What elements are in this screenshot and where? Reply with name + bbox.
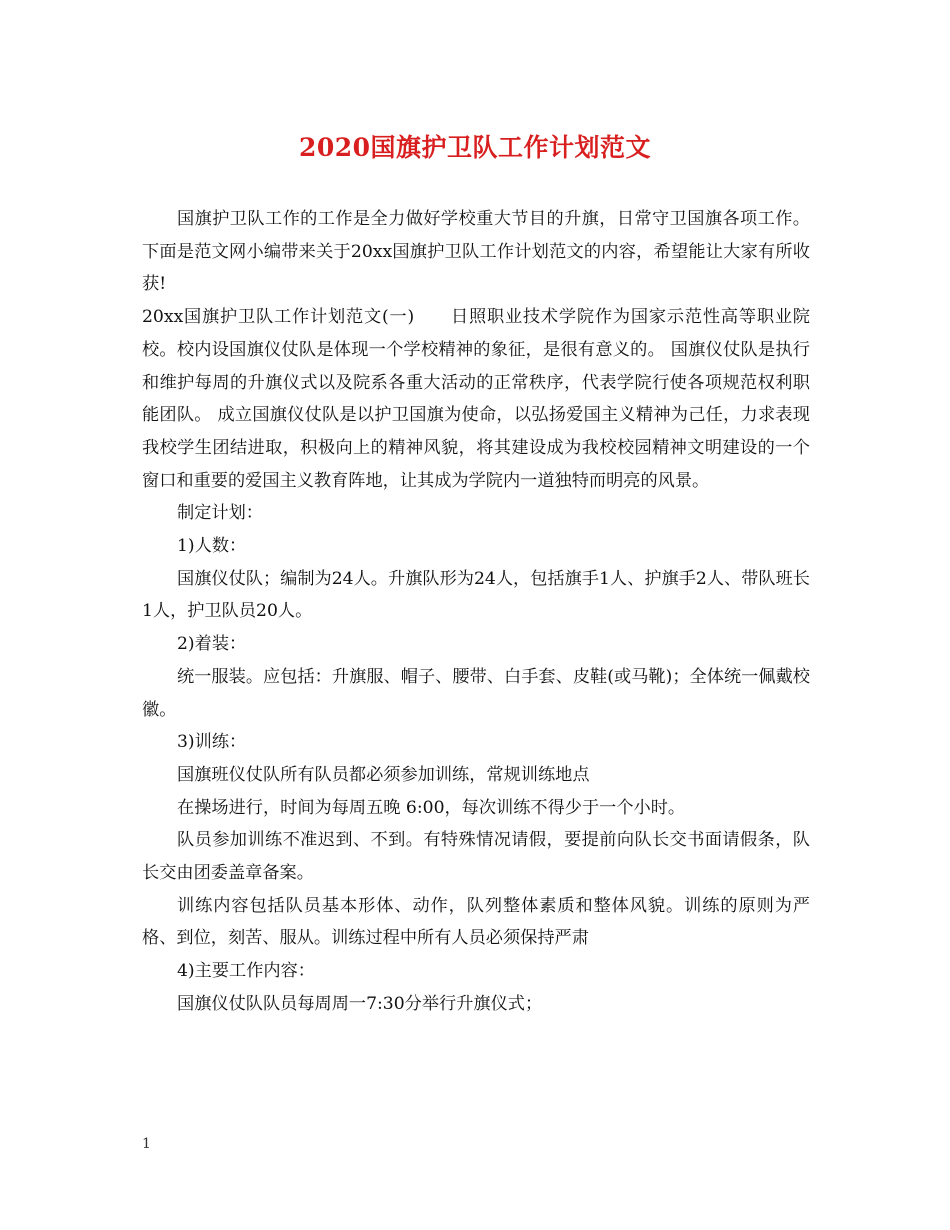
paragraph-training-members: 国旗班仪仗队所有队员都必须参加训练，常规训练地点 [177,764,590,785]
paragraph-main-work: 国旗仪仗队队员每周周一7:30分举行升旗仪式； [177,993,543,1014]
paragraph-training-time: 在操场进行，时间为每周五晚 6:00，每次训练不得少于一个小时。 [177,797,686,818]
paragraph-training-content: 训练内容包括队员基本形体、动作，队列整体素质和整体风貌。训练的原则为严格、到位，刻苦、服从。训练过程中所有人员必须保持严肃 [142,895,810,949]
paragraph-plan-one: 20xx国旗护卫队工作计划范文(一) 日照职业技术学院作为国家示范性高等职业院校。校内设国旗仪仗队是体现一个学校精神的象征，是很有意义的。 国旗仪仗队是执行和维护每周的升旗仪式以及院系各重大活动的正常秩序，代表学院行使各项规范权利职能团队。 成立国旗仪仗队是以护卫国旗为使命，以弘扬爱国主义精神为己任，力求表现我校学生团结进取，积极向上的精神风貌，将其建设成为我校校园精神文明建设的一个窗口和重要的爱国主义教育阵地，让其成为学院内一道独特而明亮的风景。 [142,307,810,491]
document-body [142,203,810,1021]
heading-headcount: 1)人数： [177,536,247,557]
paragraph-intro: 国旗护卫队工作的工作是全力做好学校重大节目的升旗，日常守卫国旗各项工作。下面是范文网小编带来关于20xx国旗护卫队工作计划范文的内容，希望能让大家有所收获! [142,209,810,295]
paragraph-make-plan: 制定计划： [177,503,263,524]
paragraph-uniform: 统一服装。应包括：升旗服、帽子、腰带、白手套、皮鞋(或马靴)；全体统一佩戴校徽。 [142,666,810,720]
page-number: 1 [142,1136,151,1152]
paragraph-training-attendance: 队员参加训练不准迟到、不到。有特殊情况请假，要提前向队长交书面请假条，队长交由团委盖章备案。 [142,830,810,884]
heading-training: 3)训练： [177,732,247,753]
paragraph-headcount: 国旗仪仗队；编制为24人。升旗队形为24人，包括旗手1人、护旗手2人、带队班长1人，护卫队员20人。 [142,568,810,622]
document-title: 2020国旗护卫队工作计划范文 [298,133,652,162]
heading-main-work: 4)主要工作内容： [177,961,315,982]
heading-uniform: 2)着装： [177,634,247,655]
